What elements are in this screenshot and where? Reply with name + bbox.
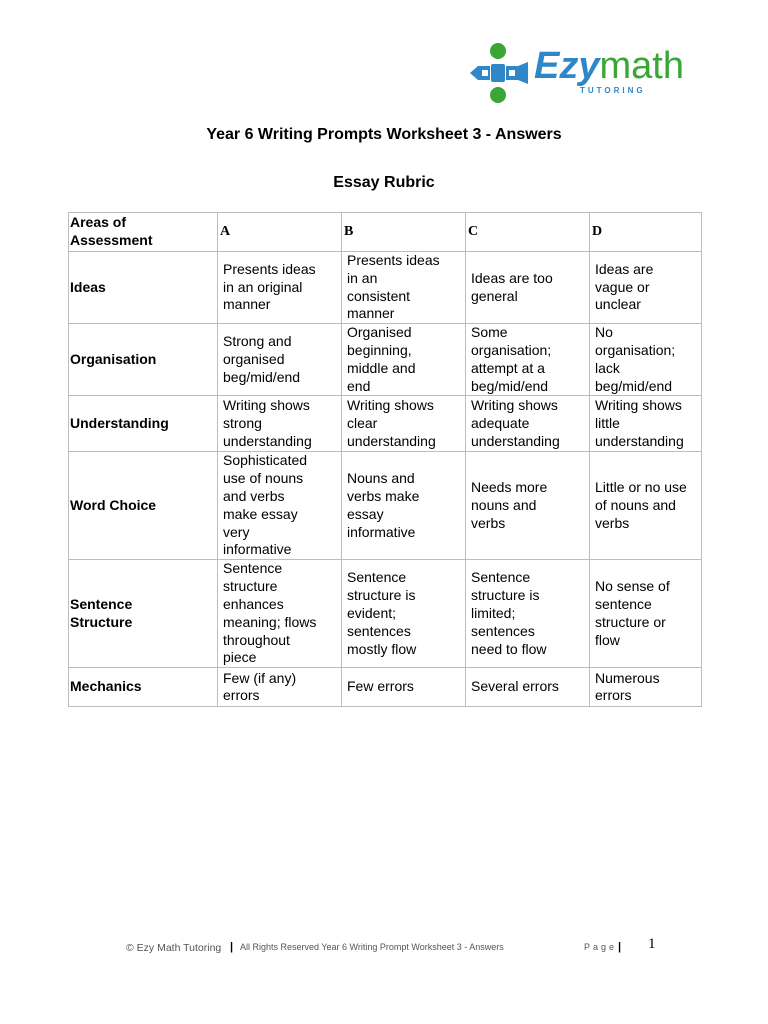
rubric-cell-b: Organised beginning, middle and end <box>342 324 466 396</box>
rubric-cell-d: Writing shows little understanding <box>590 396 702 452</box>
assessment-area-label: Organisation <box>69 324 218 396</box>
footer-page-number: 1 <box>648 936 656 952</box>
essay-rubric-table <box>68 212 702 707</box>
rubric-cell-b: Sentence structure is evident; sentences mostly flow <box>342 560 466 668</box>
rubric-cell-d: Little or no use of nouns and verbs <box>590 452 702 560</box>
table-header-row <box>69 213 702 252</box>
header-areas-of-assessment: Areas of Assessment <box>69 213 218 252</box>
footer-rights-text: All Rights Reserved Year 6 Writing Prompt Worksheet 3 - Answers <box>240 942 504 952</box>
assessment-area-label: Ideas <box>69 252 218 324</box>
rubric-cell-a: Sentence structure enhances meaning; flows throughout piece <box>218 560 342 668</box>
rubric-cell-a: Few (if any) errors <box>218 668 342 707</box>
table-row <box>69 252 702 324</box>
rubric-cell-c: Sentence structure is limited; sentences need to flow <box>466 560 590 668</box>
rubric-cell-a: Sophisticated use of nouns and verbs make essay very informative <box>218 452 342 560</box>
rubric-cell-b: Few errors <box>342 668 466 707</box>
footer-separator: | <box>230 941 234 953</box>
rubric-cell-b: Writing shows clear understanding <box>342 396 466 452</box>
footer-page-label: Page <box>584 942 618 952</box>
rubric-cell-c: Writing shows adequate understanding <box>466 396 590 452</box>
page-footer <box>126 936 686 956</box>
logo-wordmark <box>534 44 684 88</box>
rubric-cell-d: Ideas are vague or unclear <box>590 252 702 324</box>
rubric-cell-a: Writing shows strong understanding <box>218 396 342 452</box>
assessment-area-label: Sentence Structure <box>69 560 218 668</box>
footer-copyright: © Ezy Math Tutoring <box>126 942 222 954</box>
assessment-area-label: Understanding <box>69 396 218 452</box>
pencil-figure-icon <box>464 42 534 104</box>
rubric-cell-b: Presents ideas in an consistent manner <box>342 252 466 324</box>
ezymath-logo <box>464 42 684 104</box>
document-title: Year 6 Writing Prompts Worksheet 3 - Answers <box>206 126 562 143</box>
table-row <box>69 324 702 396</box>
assessment-area-label: Mechanics <box>69 668 218 707</box>
footer-page-separator: | <box>618 941 622 953</box>
rubric-cell-c: Some organisation; attempt at a beg/mid/end <box>466 324 590 396</box>
logo-ezy-text: Ezy <box>534 45 600 87</box>
rubric-cell-c: Several errors <box>466 668 590 707</box>
header-grade-c: C <box>466 213 590 252</box>
rubric-cell-c: Needs more nouns and verbs <box>466 452 590 560</box>
header-grade-b: B <box>342 213 466 252</box>
rubric-cell-d: No organisation; lack beg/mid/end <box>590 324 702 396</box>
header-grade-d: D <box>590 213 702 252</box>
rubric-cell-b: Nouns and verbs make essay informative <box>342 452 466 560</box>
table-row <box>69 396 702 452</box>
rubric-cell-a: Strong and organised beg/mid/end <box>218 324 342 396</box>
document-subtitle: Essay Rubric <box>333 174 435 191</box>
rubric-cell-a: Presents ideas in an original manner <box>218 252 342 324</box>
table-row <box>69 560 702 668</box>
logo-subtitle: TUTORING <box>580 86 646 95</box>
table-row <box>69 668 702 707</box>
logo-math-text: math <box>599 45 684 87</box>
rubric-cell-c: Ideas are too general <box>466 252 590 324</box>
rubric-cell-d: No sense of sentence structure or flow <box>590 560 702 668</box>
header-grade-a: A <box>218 213 342 252</box>
assessment-area-label: Word Choice <box>69 452 218 560</box>
rubric-cell-d: Numerous errors <box>590 668 702 707</box>
table-row <box>69 452 702 560</box>
